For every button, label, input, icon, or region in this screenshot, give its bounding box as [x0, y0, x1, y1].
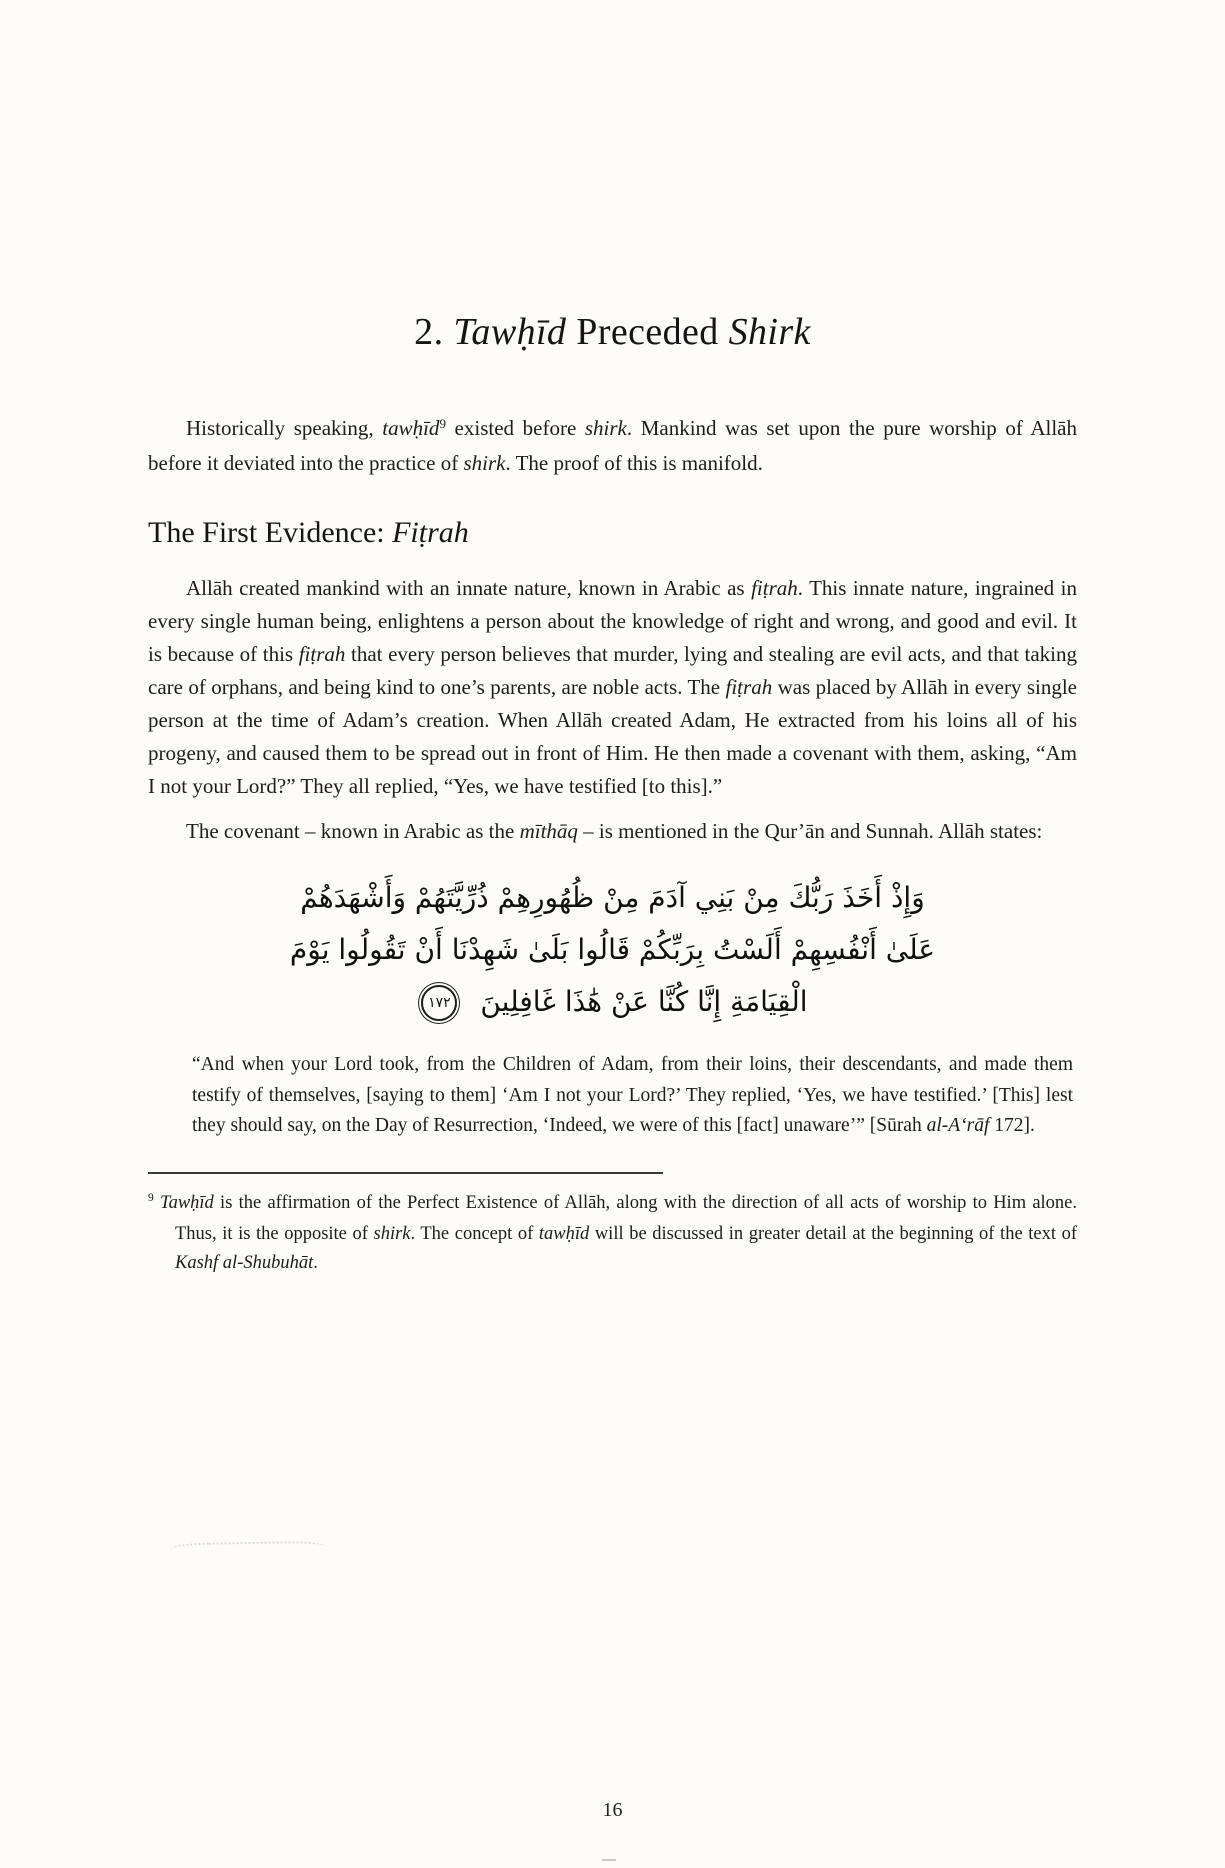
page-number: 16 — [602, 1799, 623, 1821]
quran-verse-arabic — [148, 872, 1077, 1028]
arabic-verse-line-3 — [148, 976, 1077, 1028]
footnote-text: $^9$ Tawḥīd is the affirmation of the Perfect Existence of Allāh, along with the direction of all acts of worship to Him alone. Thus, it is the opposite of shirk. The concept of tawḥīd will be discussed in greater detail at the beginning of the text of Kashf al-Shubuhāt. — [148, 1192, 1078, 1273]
covenant-paragraph: The covenant – known in Arabic as the mīthāq – is mentioned in the Qur’ān and Sunnah. Allāh states: — [186, 819, 1043, 843]
intro-paragraph: Historically speaking, tawḥīd$^9$ existed before shirk. Mankind was set upon the pure worship of Allāh before it deviated into the practice of shirk. The proof of this is manifold. — [148, 415, 1077, 475]
arabic-verse-line-2: عَلَىٰ أَنْفُسِهِمْ أَلَسْتُ بِرَبِّكُمْ قَالُوا بَلَىٰ شَهِدْنَا أَنْ تَقُولُوا يَوْمَ — [289, 933, 936, 966]
ayah-number-medallion: ١٧٢ — [421, 985, 457, 1021]
arabic-verse-line-1: وَإِذْ أَخَذَ رَبُّكَ مِنْ بَنِي آدَمَ مِنْ ظُهُورِهِمْ ذُرِّيَّتَهُمْ وَأَشْهَدَهُمْ — [300, 881, 925, 914]
arabic-verse-line-3-text: الْقِيَامَةِ إِنَّا كُنَّا عَنْ هَٰذَا غَافِلِينَ — [480, 985, 808, 1018]
scan-artifact — [170, 1541, 325, 1556]
chapter-title: 2. Tawḥīd Preceded Shirk — [414, 311, 811, 353]
scan-mark — [602, 1859, 616, 1861]
fitrah-paragraph: Allāh created mankind with an innate nature, known in Arabic as fiṭrah. This innate nature, ingrained in every single human being, enlightens a person about the knowledge of right and wrong, and good and evil. It is because of this fiṭrah that every person believes that murder, lying and stealing are evil acts, and that taking care of orphans, and being kind to one’s parents, are noble acts. The fiṭrah was placed by Allāh in every single person at the time of Adam’s creation. When Allāh created Adam, He extracted from his loins all of his progeny, and caused them to be spread out in front of Him. He then made a covenant with them, asking, “Am I not your Lord?” They all replied, “Yes, we have testified [to this].” — [148, 576, 1077, 798]
section-heading: The First Evidence: Fiṭrah — [148, 516, 469, 549]
footnote-separator — [148, 1172, 663, 1174]
verse-translation: “And when your Lord took, from the Children of Adam, from their loins, their descendants, and made them testify of themselves, [saying to them] ‘Am I not your Lord?’ They replied, ‘Yes, we have testified.’ [This] lest they should say, on the Day of Resurrection, ‘Indeed, we were of this [fact] unaware’” [Sūrah al-A‘rāf 172]. — [192, 1054, 1073, 1136]
